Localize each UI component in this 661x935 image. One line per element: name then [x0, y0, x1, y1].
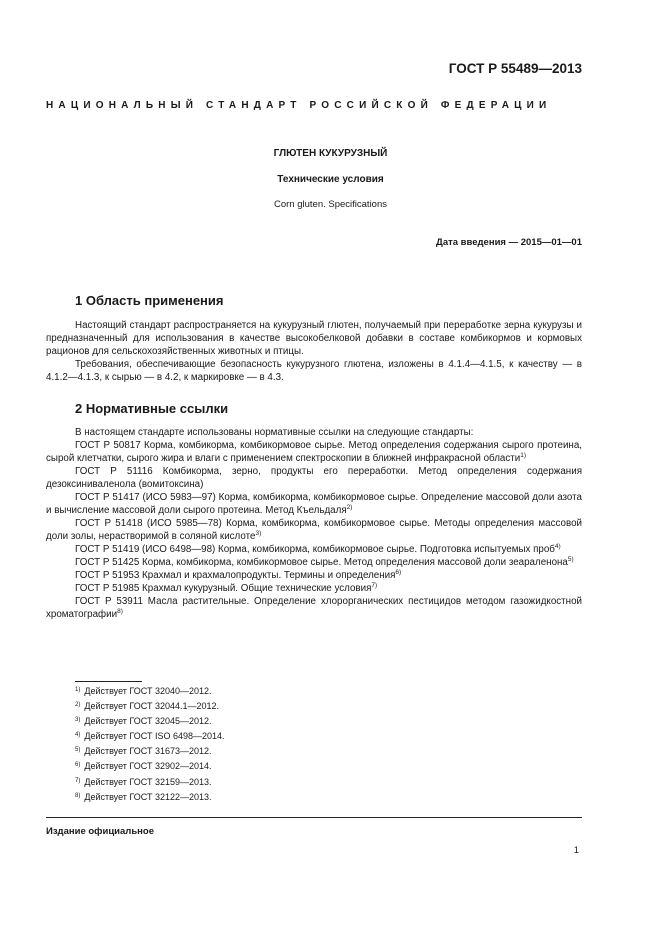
footnote-ref[interactable]: 3) — [255, 530, 262, 537]
footnote-ref[interactable]: 7) — [371, 582, 378, 589]
section-1-body — [46, 319, 582, 384]
document-code: ГОСТ Р 55489—2013 — [448, 61, 582, 76]
footnotes — [75, 684, 225, 805]
section-2-intro: В настоящем стандарте использованы нормативные ссылки на следующие стандарты: — [75, 427, 474, 438]
introduction-date: Дата введения — 2015—01—01 — [436, 237, 582, 248]
footnote: $^{3)}$ Действует ГОСТ 32045—2012. — [75, 716, 212, 727]
footnote: $^{6)}$ Действует ГОСТ 32902—2014. — [75, 761, 212, 772]
section-1-paragraph-2: Требования, обеспечивающие безопасность кукурузного глютена, изложены в 4.1.4—4.1.5, к качеству — в 4.1.2—4.1.3, к сырью — в 4.2, к маркировке — в 4.3. — [46, 359, 582, 383]
section-1-heading: 1 Область применения — [75, 293, 224, 308]
normative-reference: ГОСТ Р 53911 Масла растительные. Определение хлорорганических пестицидов методом газожидкостной хроматографии$^{8)}$ — [46, 596, 582, 620]
page-number: 1 — [573, 845, 579, 856]
normative-reference: ГОСТ Р 51116 Комбикорма, зерно, продукты его переработки. Метод определения содержания дезоксиниваленола (вомитоксина) — [46, 466, 582, 490]
footnote-ref[interactable]: 4) — [554, 543, 561, 550]
footnote-ref[interactable]: 8) — [117, 608, 123, 615]
official-edition-label: Издание официальное — [46, 826, 154, 837]
footnote-divider — [75, 681, 142, 682]
english-title: Corn gluten. Specifications — [273, 199, 387, 210]
section-2-heading: 2 Нормативные ссылки — [75, 401, 229, 416]
normative-reference: ГОСТ Р 51419 (ИСО 6498—98) Корма, комбикорма, комбикормовое сырье. Подготовка испытуемых проб$^{4)}$ — [75, 543, 561, 555]
normative-reference: ГОСТ Р 50817 Корма, комбикорма, комбикормовое сырье. Метод определения содержания сырого протеина, сырой клетчатки, сырого жира и влаги с применением спектроскопии в ближней инфракрасной области$^{1)}$ — [46, 440, 582, 464]
footnote-ref[interactable]: 2) — [346, 504, 353, 511]
normative-reference: ГОСТ Р 51417 (ИСО 5983—97) Корма, комбикорма, комбикормовое сырье. Определение массовой доли азота и вычисление массовой доли сырого протеина. Метод Къельдаля$^{2)}$ — [46, 492, 582, 516]
normative-reference: ГОСТ Р 51953 Крахмал и крахмалопродукты. Термины и определения$^{6)}$ — [75, 569, 402, 581]
section-2-body — [46, 426, 582, 621]
normative-reference: ГОСТ Р 51425 Корма, комбикорма, комбикормовое сырье. Метод определения массовой доли зеараленона$^{5)}$ — [75, 556, 574, 568]
section-1-paragraph-1: Настоящий стандарт распространяется на кукурузный глютен, получаемый при переработке зерна кукурузы и предназначенный для использования в качестве высокобелковой добавки в составе комбикормов и кормовых рационов для сельскохозяйственных животных и птицы. — [46, 320, 582, 357]
footnote: $^{7)}$ Действует ГОСТ 32159—2013. — [75, 776, 212, 787]
footnote: $^{4)}$ Действует ГОСТ ISO 6498—2014. — [75, 731, 225, 742]
footnote: $^{2)}$ Действует ГОСТ 32044.1—2012. — [75, 701, 220, 712]
footnote-ref[interactable]: 5) — [567, 556, 574, 563]
document-title: ГЛЮТЕН КУКУРУЗНЫЙ — [273, 148, 388, 159]
footnote: $^{5)}$ Действует ГОСТ 31673—2012. — [75, 746, 212, 757]
national-standard-banner: НАЦИОНАЛЬНЫЙ СТАНДАРТ РОССИЙСКОЙ ФЕДЕРАЦИИ — [46, 100, 552, 111]
normative-reference: ГОСТ Р 51985 Крахмал кукурузный. Общие технические условия$^{7)}$ — [75, 582, 378, 594]
footer-divider — [46, 817, 582, 818]
document-subtitle: Технические условия — [277, 174, 384, 185]
footnote-ref[interactable]: 6) — [395, 569, 402, 576]
footnote: $^{8)}$ Действует ГОСТ 32122—2013. — [75, 791, 212, 802]
footnote: $^{1)}$ Действует ГОСТ 32040—2012. — [75, 686, 212, 696]
normative-reference: ГОСТ Р 51418 (ИСО 5985—78) Корма, комбикорма, комбикормовое сырье. Методы определения массовой доли золы, нерастворимой в соляной кислоте$^{3)}$ — [46, 518, 582, 542]
footnote-ref[interactable]: 1) — [520, 452, 527, 459]
